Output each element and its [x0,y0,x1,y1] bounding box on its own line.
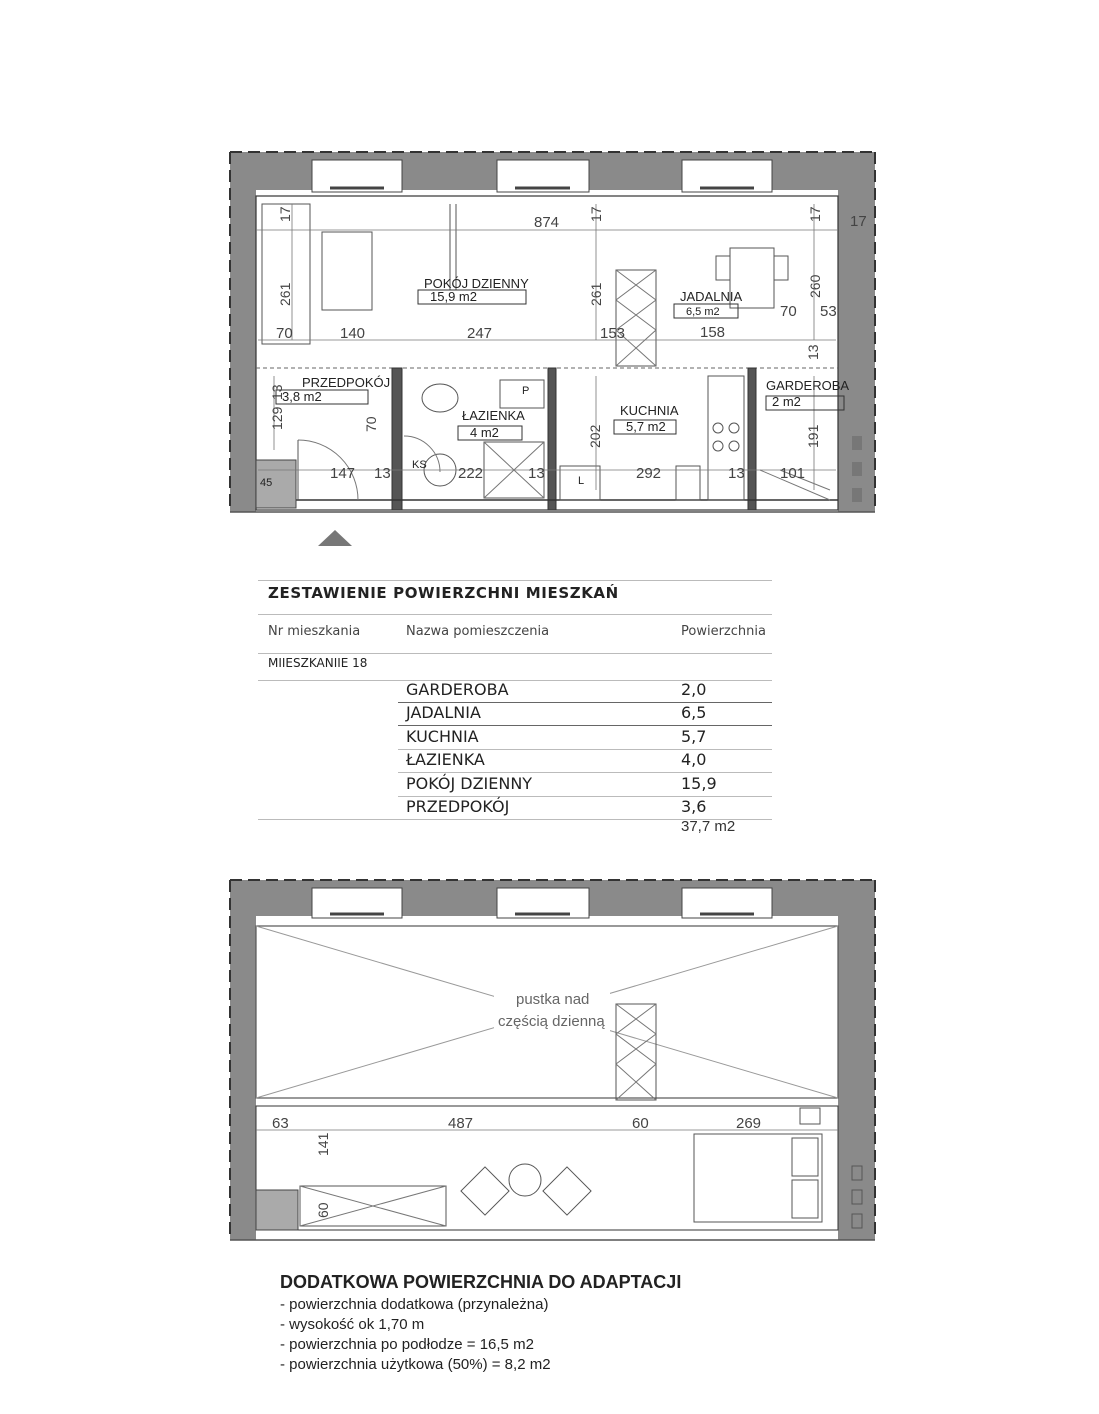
label-ks: KS [412,459,427,471]
dim-w147: 147 [330,465,356,482]
interior-walls [256,196,838,510]
room-row-name: ŁAZIENKA [406,750,485,769]
schedule-title: ZESTAWIENIE POWIERZCHNI MIESZKAŃ [268,584,619,602]
additional-area-heading: DODATKOWA POWIERZCHNIA DO ADAPTACJI [280,1272,682,1292]
room-area-dining: 6,5 m2 [686,306,720,318]
room-row-name: PRZEDPOKÓJ [406,797,510,816]
note-line: - wysokość ok 1,70 m [280,1316,425,1333]
schedule-rule [258,653,772,654]
note-line: - powierzchnia użytkowa (50%) = 8,2 m2 [280,1356,551,1373]
schedule-rule [398,772,772,773]
label-p: P [522,385,530,397]
dim-top-right17a: 17 [807,206,823,222]
dim-h129: 129 [269,406,285,430]
dim-w13a: 13 [374,465,391,482]
room-name-hall: PRZEDPOKÓJ [302,375,391,390]
mezzanine-void [256,926,838,1230]
dim-w158: 158 [700,324,726,341]
dimension-labels [260,206,867,489]
room-row-name: GARDEROBA [406,680,509,699]
dim-w292: 292 [636,465,662,482]
dim-top-left17: 17 [277,206,293,222]
room-name-bath: ŁAZIENKA [462,408,525,423]
room-name-dining: JADALNIA [680,289,743,304]
dim-h60: 60 [315,1202,331,1218]
dim-h13a: 13 [805,344,821,360]
room-row-area: 4,0 [681,750,707,769]
room-row-name: POKÓJ DZIENNY [406,774,533,793]
col-header-name: Nazwa pomieszczenia [406,624,550,639]
dim-w13c: 13 [728,465,745,482]
dim-w153: 153 [600,325,626,342]
dim-w60: 60 [632,1115,649,1132]
label-l: L [578,475,585,487]
dim-w13b: 13 [528,465,545,482]
dim-h13b: 13 [269,384,285,400]
note-line: - powierzchnia dodatkowa (przynależna) [280,1296,549,1313]
apartment-number: MIIESZKANIIE 18 [268,656,368,670]
dim-w487: 487 [448,1115,474,1132]
room-row-name: KUCHNIA [406,727,479,746]
room-name-kitchen: KUCHNIA [620,403,679,418]
note-line: - powierzchnia po podłodze = 16,5 m2 [280,1336,534,1353]
room-row-area: 3,6 [681,797,707,816]
col-header-area: Powierzchnia [681,624,766,639]
schedule-rule [258,614,772,615]
total-area: 37,7 m2 [681,818,736,835]
dim-w247: 247 [467,325,493,342]
room-area-wardrobe: 2 m2 [772,394,801,409]
room-row-name: JADALNIA [406,703,481,722]
additional-area-note [280,1272,880,1375]
entrance-marker [318,530,352,546]
void-label-line1: pustka nad [516,991,590,1008]
dim-w70a: 70 [276,325,293,342]
dim-w269: 269 [736,1115,762,1132]
dim-h141: 141 [315,1132,331,1156]
dim-w70b: 70 [780,303,797,320]
room-row-area: 15,9 [681,774,717,793]
room-row-area: 6,5 [681,703,707,722]
mezzanine-labels [272,991,761,1218]
dim-h261b: 261 [588,282,604,306]
void-label-line2: częścią dzienną [498,1013,605,1030]
col-header-nr: Nr mieszkania [268,624,361,639]
room-area-hall: 3,8 m2 [282,389,322,404]
room-name-wardrobe: GARDEROBA [766,378,850,393]
dim-w45: 45 [260,477,273,489]
dim-top-mid17: 17 [588,206,604,222]
room-row-area: 2,0 [681,680,707,699]
room-row-area: 5,7 [681,727,707,746]
dim-top-right17b: 17 [850,213,867,230]
room-area-kitchen: 5,7 m2 [626,419,666,434]
dim-w63: 63 [272,1115,289,1132]
dim-h261a: 261 [277,282,293,306]
dim-w140: 140 [340,325,366,342]
room-name-living: POKÓJ DZIENNY [424,276,529,291]
dim-w53: 53 [820,303,837,320]
dim-h202: 202 [587,424,603,448]
dim-h260: 260 [807,274,823,298]
schedule-rule [398,725,772,726]
dim-top-total: 874 [534,214,560,231]
room-labels [276,276,849,440]
room-area-living: 15,9 m2 [430,289,477,304]
dim-w101: 101 [780,465,806,482]
dim-h191: 191 [805,424,821,448]
schedule-rule [258,580,772,581]
dim-v70: 70 [363,416,379,432]
dim-w222: 222 [458,465,484,482]
room-area-bath: 4 m2 [470,425,499,440]
